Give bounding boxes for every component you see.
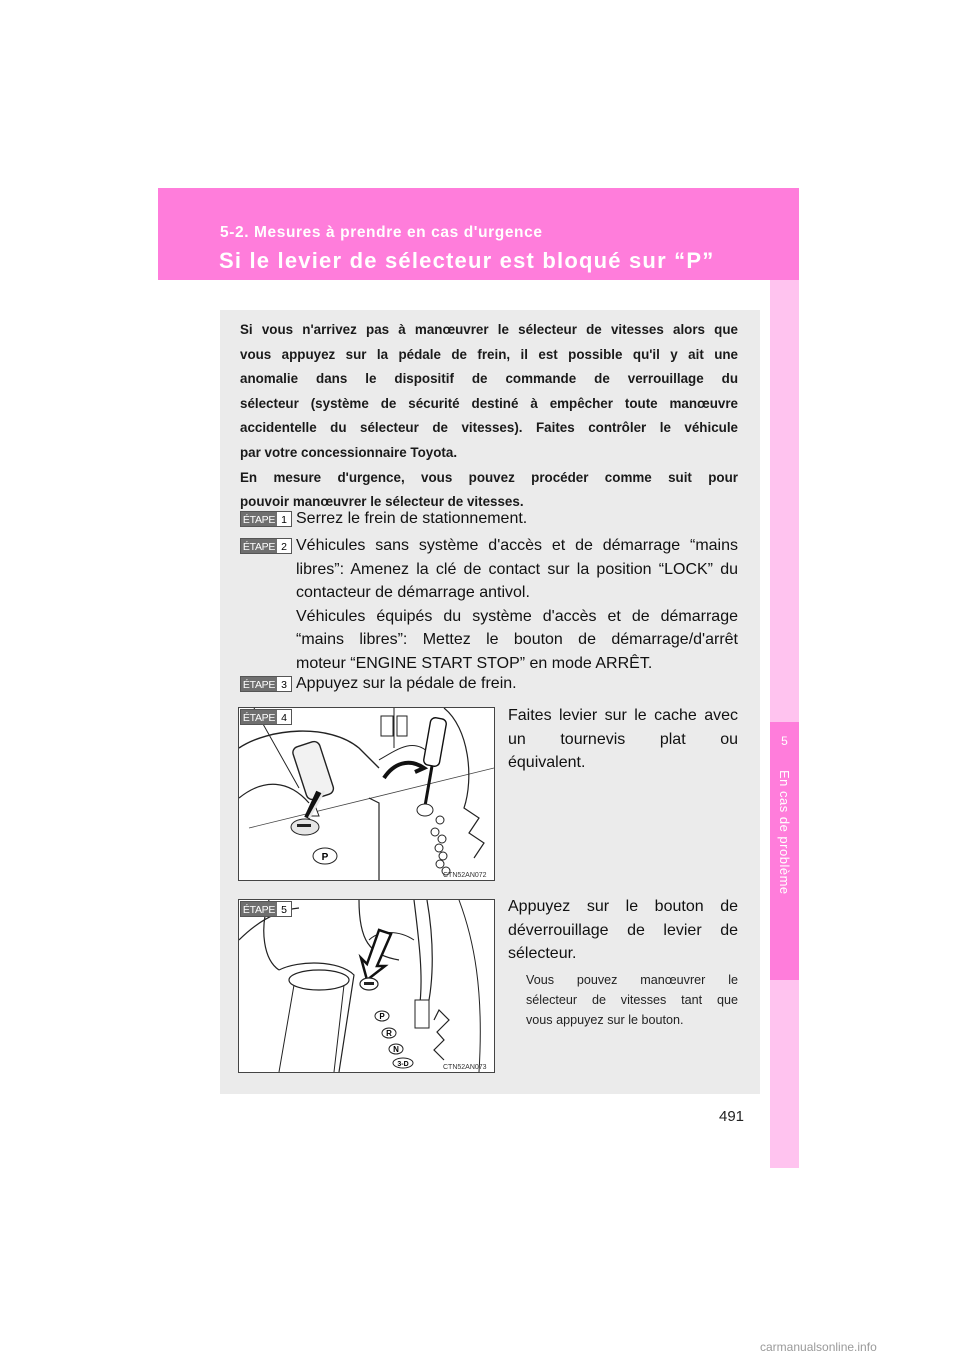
step-word: ÉTAPE [242,541,276,553]
figure-caption: CTN52AN072 [443,872,487,879]
page-title: Si le levier de sélecteur est bloqué sur “P” [219,248,715,273]
gear-gate-positions [431,816,450,875]
intro-line: vous appuyez sur la pédale de frein, il est possible qu'il y ait une [240,346,738,362]
step-line: libres”: Amenez la clé de contact sur la position “LOCK” du [296,560,738,578]
note-line: Vous pouvez manœuvrer le [526,973,738,987]
step-4-text [508,704,738,775]
step-word: ÉTAPE [242,904,276,916]
page-number: 491 [719,1108,745,1125]
intro-line: accidentelle du sélecteur de vitesses). Faites contrôler le véhicule [240,420,738,436]
step-line: équivalent. [508,754,586,772]
step-number: 2 [277,539,291,553]
step-1-text [296,507,738,531]
step-word: ÉTAPE [242,679,276,691]
step-line: Véhicules équipés du système d'accès et de démarrage [296,607,738,625]
gear-gate-labels [375,1011,413,1068]
park-label: P [321,852,329,863]
step-number: 5 [277,902,291,916]
gate-label: 3-D [397,1061,409,1068]
step-line: Appuyez sur la pédale de frein. [296,675,517,692]
gate-label: R [386,1029,392,1038]
step-3-text [296,672,738,696]
illustration-pry-cover [239,708,494,880]
step-line: Serrez le frein de stationnement. [296,510,528,527]
step-line: Véhicules sans système d'accès et de démarrage “mains [296,537,738,554]
step-line: moteur “ENGINE START STOP” en mode ARRÊT. [296,654,653,672]
step-badge-1 [240,511,292,527]
step-line: un tournevis plat ou [508,730,738,748]
step-line: Appuyez sur le bouton de [508,898,738,915]
step-line: “mains libres”: Mettez le bouton de démarrage/d'arrêt [296,631,738,649]
step-badge-3 [240,676,292,692]
intro-line: par votre concessionnaire Toyota. [240,444,458,460]
step-badge-2 [240,538,292,554]
step-word: ÉTAPE [242,712,276,724]
step-2-text [296,534,738,676]
step-number: 1 [277,512,291,526]
section-label: 5-2. Mesures à prendre en cas d'urgence [220,224,543,241]
step-line: Faites levier sur le cache avec [508,707,738,724]
step-line: contacteur de démarrage antivol. [296,584,530,602]
note-line: vous appuyez sur le bouton. [526,1012,684,1027]
gate-label: N [393,1045,399,1054]
step-5-text [508,895,738,966]
step-number: 4 [277,710,291,724]
step-word: ÉTAPE [242,514,276,526]
chapter-number: 5 [781,734,788,748]
note-line: sélecteur de vitesses tant que [526,992,738,1007]
intro-line: sélecteur (système de sécurité destiné à empêcher toute manœuvre [240,395,738,411]
figure-caption: CTN52AN073 [443,1064,487,1071]
step-5-note [526,971,738,1030]
chapter-title: En cas de problème [777,770,792,895]
figure-release-button [238,899,495,1073]
intro-paragraph [240,318,738,515]
step-number: 3 [277,677,291,691]
step-line: déverrouillage de levier de [508,921,738,939]
step-badge-4 [240,709,292,725]
step-badge-5 [240,901,292,917]
intro-line: pouvoir manœuvrer le sélecteur de vitesses. [240,494,524,510]
illustration-press-release-button [239,900,494,1072]
figure-screwdriver-cover [238,707,495,881]
intro-line: anomalie dans le dispositif de commande de verrouillage du [240,371,738,387]
intro-line: Si vous n'arrivez pas à manœuvrer le sélecteur de vitesses alors que [240,322,738,337]
watermark: carmanualsonline.info [760,1340,877,1354]
gate-label: P [379,1012,385,1021]
intro-line: En mesure d'urgence, vous pouvez procéder comme suit pour [240,469,738,485]
step-line: sélecteur. [508,945,577,963]
